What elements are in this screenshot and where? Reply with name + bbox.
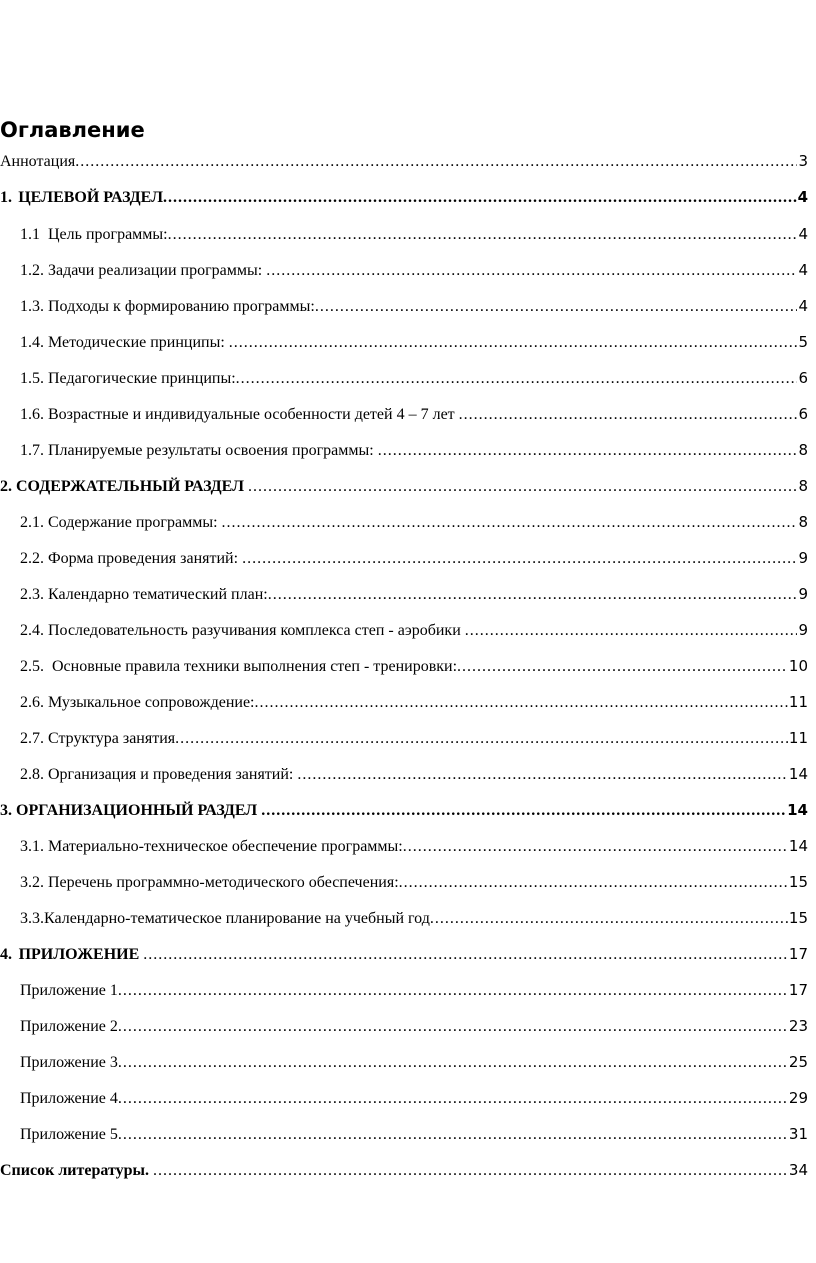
toc-entry[interactable] <box>0 907 816 929</box>
dot-leader <box>236 368 798 390</box>
toc-page-number: 14 <box>788 837 808 855</box>
toc-entry[interactable] <box>0 943 816 965</box>
toc-entry-label: Приложение 3 <box>20 1054 118 1071</box>
dot-leader <box>266 260 797 282</box>
toc-entry[interactable] <box>0 150 816 172</box>
dot-leader <box>403 836 788 858</box>
toc-entry[interactable] <box>0 403 816 425</box>
toc-entry-label: Приложение 4 <box>20 1090 118 1107</box>
toc-page-number: 4 <box>798 261 808 279</box>
toc-page-number: 15 <box>788 873 808 891</box>
toc-entry-label: 1.4. Методические принципы: <box>20 334 229 351</box>
toc-page-number: 6 <box>798 369 808 387</box>
toc-entry[interactable] <box>0 583 816 605</box>
toc-page-number: 23 <box>788 1017 808 1035</box>
toc-entry-label: 2.5. Основные правила техники выполнения степ - тренировки: <box>20 658 458 675</box>
dot-leader <box>229 332 798 354</box>
dot-leader <box>118 1016 788 1038</box>
toc-entry[interactable] <box>0 655 816 677</box>
toc-entry-label: 3.2. Перечень программно-методического обеспечения: <box>20 874 399 891</box>
toc-page-number: 17 <box>788 981 808 999</box>
toc-entry-number: 1. <box>0 189 12 206</box>
toc-entry-label: 2. СОДЕРЖАТЕЛЬНЫЙ РАЗДЕЛ <box>0 478 249 495</box>
toc-page-number: 17 <box>788 945 808 963</box>
toc-entry[interactable] <box>0 186 816 208</box>
toc-entry-label: 3. ОРГАНИЗАЦИОННЫЙ РАЗДЕЛ <box>0 802 262 819</box>
dot-leader <box>118 980 788 1002</box>
toc-page-number: 4 <box>798 225 808 243</box>
dot-leader <box>315 296 798 318</box>
toc-entry[interactable] <box>0 1123 816 1145</box>
toc-entry-label: 2.1. Содержание программы: <box>20 514 222 531</box>
toc-entry-label: Приложение 1 <box>20 982 118 999</box>
toc-entry[interactable] <box>0 259 816 281</box>
toc-entry-label: 2.8. Организация и проведения занятий: <box>20 766 298 783</box>
toc-entry-label: 2.4. Последовательность разучивания комплекса степ - аэробики <box>20 622 465 639</box>
dot-leader <box>75 151 797 173</box>
toc-page-number: 8 <box>798 441 808 459</box>
dot-leader <box>297 764 788 786</box>
toc-entry-label: 2.7. Структура занятия <box>20 730 176 747</box>
toc-entry[interactable] <box>0 547 816 569</box>
toc-entry-label: Аннотация <box>0 153 76 170</box>
toc-entry[interactable] <box>0 1015 816 1037</box>
toc-entry[interactable] <box>0 727 816 749</box>
toc-entry-label: Календарно-тематическое планирование на учебный год <box>44 910 430 927</box>
dot-leader <box>255 692 788 714</box>
toc-page-number: 31 <box>788 1125 808 1143</box>
toc-page-number: 25 <box>788 1053 808 1071</box>
toc-page-number: 3 <box>798 152 808 170</box>
dot-leader <box>118 1124 788 1146</box>
toc-page-number: 5 <box>798 333 808 351</box>
toc-entry-label: ЦЕЛЕВОЙ РАЗДЕЛ <box>18 189 164 206</box>
toc-page-number: 9 <box>798 585 808 603</box>
dot-leader <box>457 656 788 678</box>
dot-leader <box>222 512 798 534</box>
toc-entry-label: Приложение 2 <box>20 1018 118 1035</box>
toc-page-number: 4 <box>797 188 808 206</box>
toc-page-number: 9 <box>798 549 808 567</box>
toc-entry[interactable] <box>0 619 816 641</box>
toc-title: Оглавление <box>0 118 145 142</box>
toc-page-number: 15 <box>788 909 808 927</box>
dot-leader <box>153 1160 788 1182</box>
toc-entry[interactable] <box>0 691 816 713</box>
toc-entry[interactable] <box>0 1087 816 1109</box>
toc-entry[interactable] <box>0 763 816 785</box>
toc-entry-label: 1.5. Педагогические принципы: <box>20 370 236 387</box>
toc-entry[interactable] <box>0 367 816 389</box>
toc-page-number: 11 <box>788 729 808 747</box>
toc-entry-label: Приложение 5 <box>20 1126 118 1143</box>
toc-entry[interactable] <box>0 799 816 821</box>
toc-entry-label: 2.2. Форма проведения занятий: <box>20 550 243 567</box>
dot-leader <box>465 620 798 642</box>
toc-entry[interactable] <box>0 331 816 353</box>
dot-leader <box>430 908 788 930</box>
dot-leader <box>118 1088 788 1110</box>
toc-entry-number: 4. <box>0 946 12 963</box>
toc-entry[interactable] <box>0 835 816 857</box>
dot-leader <box>175 728 788 750</box>
toc-entry-label: 1.3. Подходы к формированию программы: <box>20 298 315 315</box>
toc-entry[interactable] <box>0 511 816 533</box>
toc-entry-label: 1.1 Цель программы: <box>20 226 168 243</box>
toc-page-number: 29 <box>788 1089 808 1107</box>
dot-leader <box>168 224 798 246</box>
toc-entry-label: ПРИЛОЖЕНИЕ <box>18 946 144 963</box>
toc-entry-label: Список литературы. <box>0 1162 153 1179</box>
toc-entry-label: 2.3. Календарно тематический план: <box>20 586 268 603</box>
toc-page-number: 11 <box>788 693 808 711</box>
dot-leader <box>268 584 798 606</box>
toc-entry[interactable] <box>0 979 816 1001</box>
dot-leader <box>143 944 788 966</box>
toc-entry-label: 1.6. Возрастные и индивидуальные особенности детей 4 – 7 лет <box>20 406 459 423</box>
toc-page-number: 8 <box>798 477 808 495</box>
toc-entry-label: 1.2. Задачи реализации программы: <box>20 262 267 279</box>
toc-entry[interactable] <box>0 439 816 461</box>
toc-entry-label: 3.1. Материально-техническое обеспечение программы: <box>20 838 403 855</box>
toc-page-number: 14 <box>788 765 808 783</box>
dot-leader <box>378 440 798 462</box>
toc-entry[interactable] <box>0 223 816 245</box>
dot-leader <box>163 187 797 209</box>
dot-leader <box>118 1052 788 1074</box>
dot-leader <box>248 476 797 498</box>
dot-leader <box>459 404 798 426</box>
dot-leader <box>261 800 786 822</box>
toc-page-number: 10 <box>788 657 808 675</box>
dot-leader <box>242 548 797 570</box>
toc-entry-label: 2.6. Музыкальное сопровождение: <box>20 694 255 711</box>
toc-entry[interactable] <box>0 871 816 893</box>
toc-entry[interactable] <box>0 295 816 317</box>
toc-page-number: 14 <box>787 801 808 819</box>
toc-page-number: 6 <box>798 405 808 423</box>
toc-entry[interactable] <box>0 1051 816 1073</box>
toc-page-number: 9 <box>798 621 808 639</box>
toc-entry-number: 3.3. <box>20 910 44 927</box>
toc-page-number: 4 <box>798 297 808 315</box>
toc-entry[interactable] <box>0 475 816 497</box>
dot-leader <box>399 872 788 894</box>
toc-page-number: 8 <box>798 513 808 531</box>
toc-entry[interactable] <box>0 1159 816 1181</box>
toc-page-number: 34 <box>788 1161 808 1179</box>
toc-entry-label: 1.7. Планируемые результаты освоения программы: <box>20 442 378 459</box>
